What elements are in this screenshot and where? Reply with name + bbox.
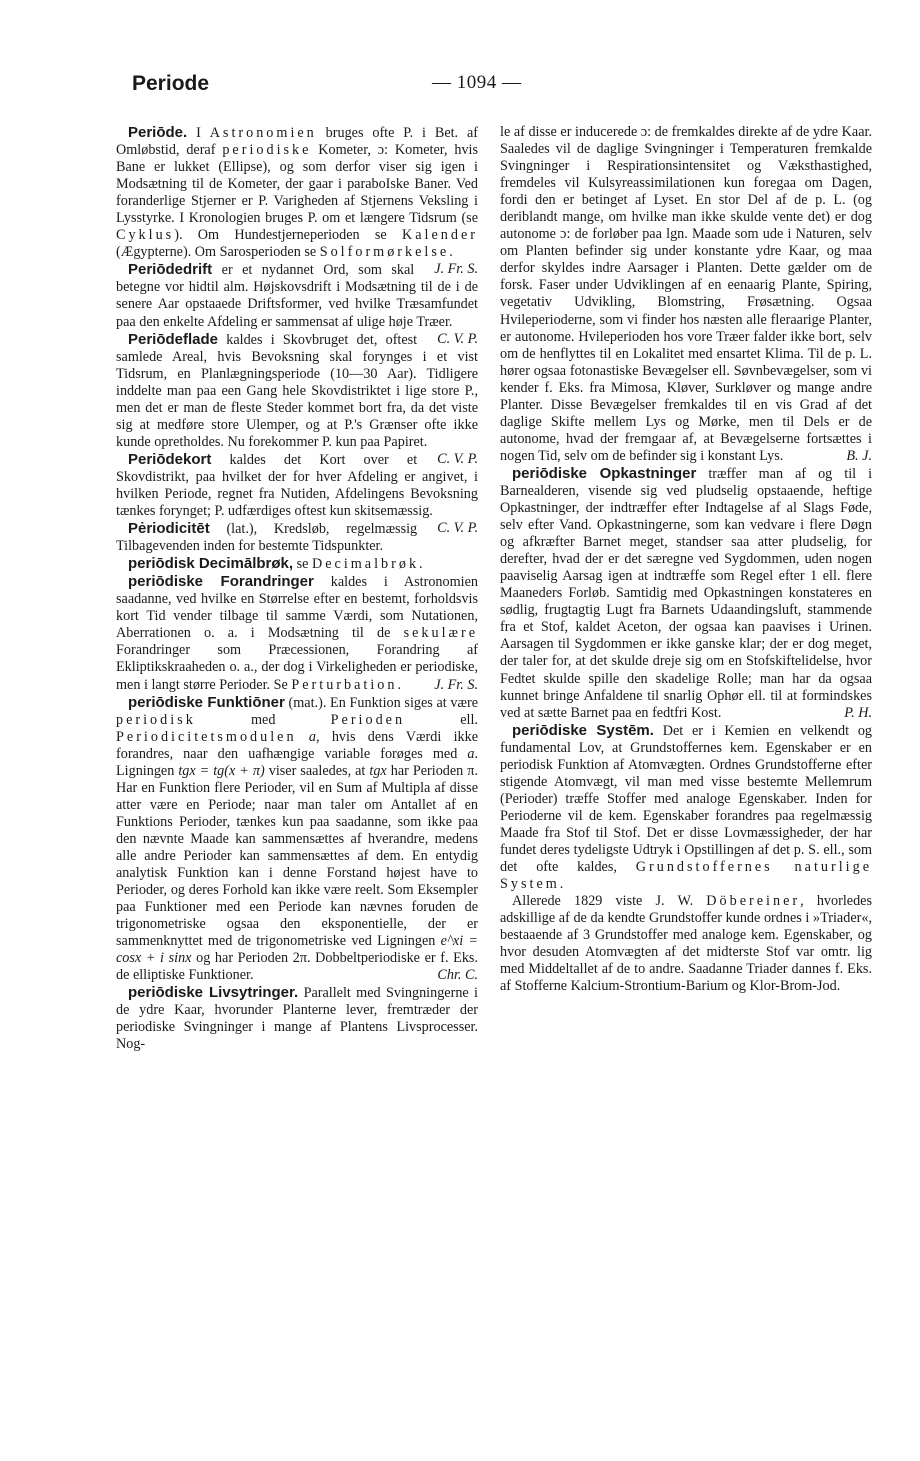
entry-text: le af disse er inducerede ɔ: de fremkaldes direkte af de ydre Kaar. Saaledes vil de daglige Svingninger i Temperaturen fremkalde Svingninger i Respirationsintensitet og Væksthastighed, fremdeles vil Kulsyreassimilationen kun foregaa om Dagen, fordi den er betinget af Lyset. En stor Del af de p. L. (og deriblandt mange, om hvilke man ikke skulde vente det) er dog autonome ɔ: de forløber paa lgn. Maade som ude i Naturen, selv om Planten befinder sig under konstante ydre Kaar, og maa derfor skyldes indre Aarsager i Planten. Dette gælder om de forsk. Faser under Udviklingen af en eenaarig Plante, Spiring, vegetativ Udvikling, Blomstring, Frøsætning. Ogsaa Hvileperioderne, som vi finder hos næsten alle fleraarige Planter, er autonome. Hvileperioden hos vore Træer falder ikke bort, selv om de henflyttes til en Lokalitet med ensartet Klima. Til de p. L. hører ogsaa fotonastiske Bevægelser ell. Søvnbevægelser, som vi kender f. Eks. fra Mimosa, Kløver, Surkløver og mange andre Planter. Disse Bevægelser fremkaldes til en vis Grad af det daglige Skifte mellem Lys og Mørke, men til Dels er de autonome, hvad der fremgaar af, at Bevægelserne fortsættes i nogen Tid, selv om de befinder sig i konstant Lys.: [500, 124, 872, 464]
entry-headword: periōdiske Opkastninger: [512, 464, 697, 482]
dictionary-entry: [116, 694, 478, 985]
spaced-term: Perturbation: [291, 676, 398, 693]
author-signature: C. V. P.: [437, 520, 478, 537]
page-number: — 1094 —: [432, 72, 522, 93]
entry-text: se Decimalbrøk.: [296, 556, 423, 573]
author-signature: C. V. P.: [437, 330, 478, 347]
formula: tgx = tg(x + π): [178, 762, 265, 779]
entry-text: kaldes det Kort over et Skovdistrikt, paa hvilket der for hver Afdeling er angivet, i hvilken Periode, regnet fra Nutiden, Afdelingens Bevoksning tænkes forynget; P. udfærdiges oftest kun skitsemæssig.: [116, 451, 478, 520]
spaced-term: Kalender: [402, 227, 478, 244]
dictionary-entry: [500, 124, 872, 465]
entry-headword: Periōdeflade: [128, 330, 219, 348]
spaced-term: sekulære: [403, 625, 478, 642]
left-column: [116, 124, 478, 1054]
entry-text: træffer man af og til i Barnealderen, visende sig ved pludselig opstaaende, heftige Opkastninger, der indtræffer efter Indtagelse af al Slags Føde, selv efter Vand. Opkastningerne, som kan vedvare i flere Døgn og afkræfter Barnet meget, standser saa atter pludselig, for derefter, hvad der er det særegne ved Sygdommen, uden nogen paaviselig Aarsag igen at indtræffe som Regel efter 1 ell. flere Maaneders Forløb. Samtidig med Opkastningen konstateres en sødlig, frugtagtig Lugt fra Barnets Udaandingsluft, stammende fra et Stof, kaldet Aceton, der ogsaa kan paavises i Urinen. Aarsagen til Sygdommen er ikke ganske klar; der er dog meget, der taler for, at det skulde dreje sig om en Stofskiftelidelse, hvor Fedtet skulde spille den skadelige Rolle; man har da ogsaa kunnet bringe Anfaldene til snarlig Ophør ell. til at formindskes ved at sætte Barnet paa en fedtfri Kost.: [500, 465, 873, 721]
entry-headword: periōdiske Livsytringer.: [128, 984, 299, 1002]
dictionary-entry: [116, 984, 478, 1053]
entry-headword: periōdiske Systēm.: [512, 721, 654, 739]
entry-headword: Periōde.: [128, 124, 188, 141]
entry-text: (lat.), Kredsløb, regelmæssig Tilbagevenden inden for bestemte Tidspunkter.: [116, 521, 418, 555]
entry-text: er et nydannet Ord, som skal betegne vor hidtil alm. Højskovsdrift i Modsætning til de i de senere Aar opstaaede Driftsformer, ved hvilke Træsamfundet paa den enkelte Afdeling er sammensat af ulige høje Træer.: [116, 262, 478, 330]
dictionary-entry: [116, 573, 478, 693]
entry-text: I Astronomien bruges ofte P. i Bet. af Omløbstid, deraf periodiske Kometer, ɔ: Kometer, hvis Bane er lukket (Ellipse), og som derfor viser sig igen i Modsætning til de Kometer, der gaar i paraboIske Baner. Ved foranderlige Stjerner er P. Varigheden af Stjernens Veksling i Lysstyrke. I Kronologien bruges P. om et længere Tidsrum (se Cyklus). Om Hundestjerneperioden se Kalender (Ægypterne). Om Sarosperioden se Solformørkelse.: [116, 125, 479, 261]
entry-headword: periōdiske Funktiōner: [128, 693, 285, 711]
right-column: [500, 124, 872, 995]
author-signature: B. J.: [846, 447, 872, 464]
entry-text: kaldes i Astronomien saadanne, ved hvilke en Størrelse efter en bestemt, forholdsvis kort Tid vender tilbage til samme Værdi, som Nutationen, Aberrationen o. a. i Modsætning til de sekulære Forandringer som Præcessionen, Forandring af Ekliptikskraaheden o. a., der dog i Virkeligheden er periodiske, men i langt større Perioder. Se Perturbation.: [116, 574, 478, 693]
dictionary-entry: [500, 893, 872, 995]
formula: tgx: [369, 762, 387, 779]
running-head-title: Periode: [132, 72, 210, 95]
entry-text: Allerede 1829 viste J. W. Döbereiner, hvorledes adskillige af de da kendte Grundstoffer kunde ordnes i »Triader«, bestaaende af 3 Grundstoffer med analoge kem. Egenskaber, og hvor desuden Atomvægten af det midterste Stof var omtr. lig med Middeltallet af de to andre. Saadanne Triader dannes f. Eks. af Stofferne Kalcium-Strontium-Barium og Klor-Brom-Jod.: [500, 893, 872, 995]
author-signature: J. Fr. S.: [434, 261, 478, 278]
spaced-term: Astronomien: [209, 125, 317, 141]
entry-headword: Pėriodicitēt: [128, 520, 210, 538]
entry-text: Det er i Kemien en velkendt og fundamental Lov, at Grundstoffernes kem. Egenskaber er en periodisk Funktion af Atomvægten. Ordnes Grundstofferne efter stigende Atomvægt, vil man med visse bestemte Mellemrum (Perioder) træffe Stoffer med analoge Egenskaber. Inden for Perioderne vil de kem. Egenskaber forandres paa regelmæssig Maade fra Stof til Stof. Det er disse Lovmæssigheder, der har fundet deres tydeligste Udtryk i Opstillingen af det p. S. ell., som det ofte kaldes, Grundstoffernes naturlige System.: [500, 722, 873, 893]
formula: a: [467, 745, 475, 762]
entry-headword: periōdisk Decimālbrøk,: [128, 555, 294, 573]
author-signature: C. V. P.: [437, 450, 478, 467]
entry-text: Parallelt med Svingningerne i de ydre Kaar, hvorunder Planterne lever, fremtræder der periodiske Svingninger i mange af Plantens Livsprocesser. Nog-: [116, 985, 479, 1053]
entry-text: (mat.). En Funktion siges at være periodisk med Perioden ell. Periodicitetsmodulen a, hvis dens Værdi ikke forandres, naar den uafhængige variable forøges med a. Ligningen tgx = tg(x + π) viser saaledes, at tgx har Perioden π. Har en Funktion flere Perioder, vil en Sum af Multipla af disse atter være en Periode; naar man taler om Antallet af en Funktions Perioder, tænkes kun paa saadanne, som ikke paa den nævnte Maade kan sammensættes af hverandre, medens alle andre Perioder kan sammensættes af dem. En entydig analytisk Funktion kan i denne Forstand højest have to Perioder, og deres Forhold kan ikke være reelt. Som Eksempler paa Funktioner med een Periode kan nævnes foruden de trigonometriske ogsaa den eksponentielle, der er sammenknyttet med de trigonometriske ved Ligningen e^xi = cosx + i sinx og har Perioden 2π. Dobbeltperiodiske er f. Eks. de elliptiske Funktioner.: [116, 694, 479, 984]
spaced-term: Döbereiner: [706, 893, 801, 910]
spaced-term: Cyklus: [116, 227, 175, 244]
spaced-term: periodiske: [222, 142, 312, 159]
spaced-term: Grundstoffernes naturlige System: [500, 859, 872, 893]
entry-headword: periōdiske Forandringer: [128, 573, 314, 591]
formula: e^xi = cosx + i sinx: [116, 933, 478, 967]
author-signature: P. H.: [844, 704, 872, 721]
spaced-term: periodisk: [116, 711, 196, 728]
author-signature: J. Fr. S.: [434, 676, 478, 693]
spaced-term: Decimalbrøk: [311, 556, 420, 573]
entry-headword: Periōdedrift: [128, 261, 213, 279]
dictionary-entry: [500, 465, 872, 722]
entry-headword: Periōdekort: [128, 450, 212, 468]
spaced-term: Periodicitetsmodulen: [116, 728, 297, 745]
spaced-term: Solformørkelse: [319, 244, 450, 261]
entry-text: kaldes i Skovbruget det, oftest samlede Areal, hvis Bevoksning skal forynges i et vist Tidsrum, en Planlægningsperiode (10—30 Aar). Tidligere inddelte man paa een Gang hele Skovdistriktet i lige store P., men det er man de fleste Steder kommet bort fra, da det viste sig at medføre store Ulemper, og at P.'s Grænser ofte ikke kunde opretholdes. Nu forekommer P. kun paa Papiret.: [116, 331, 478, 450]
formula: a: [308, 728, 316, 745]
author-signature: Chr. C.: [437, 967, 478, 984]
page-header: [132, 72, 788, 102]
dictionary-entry: [500, 722, 872, 893]
dictionary-entry: [116, 555, 478, 573]
spaced-term: Perioden: [330, 711, 406, 728]
